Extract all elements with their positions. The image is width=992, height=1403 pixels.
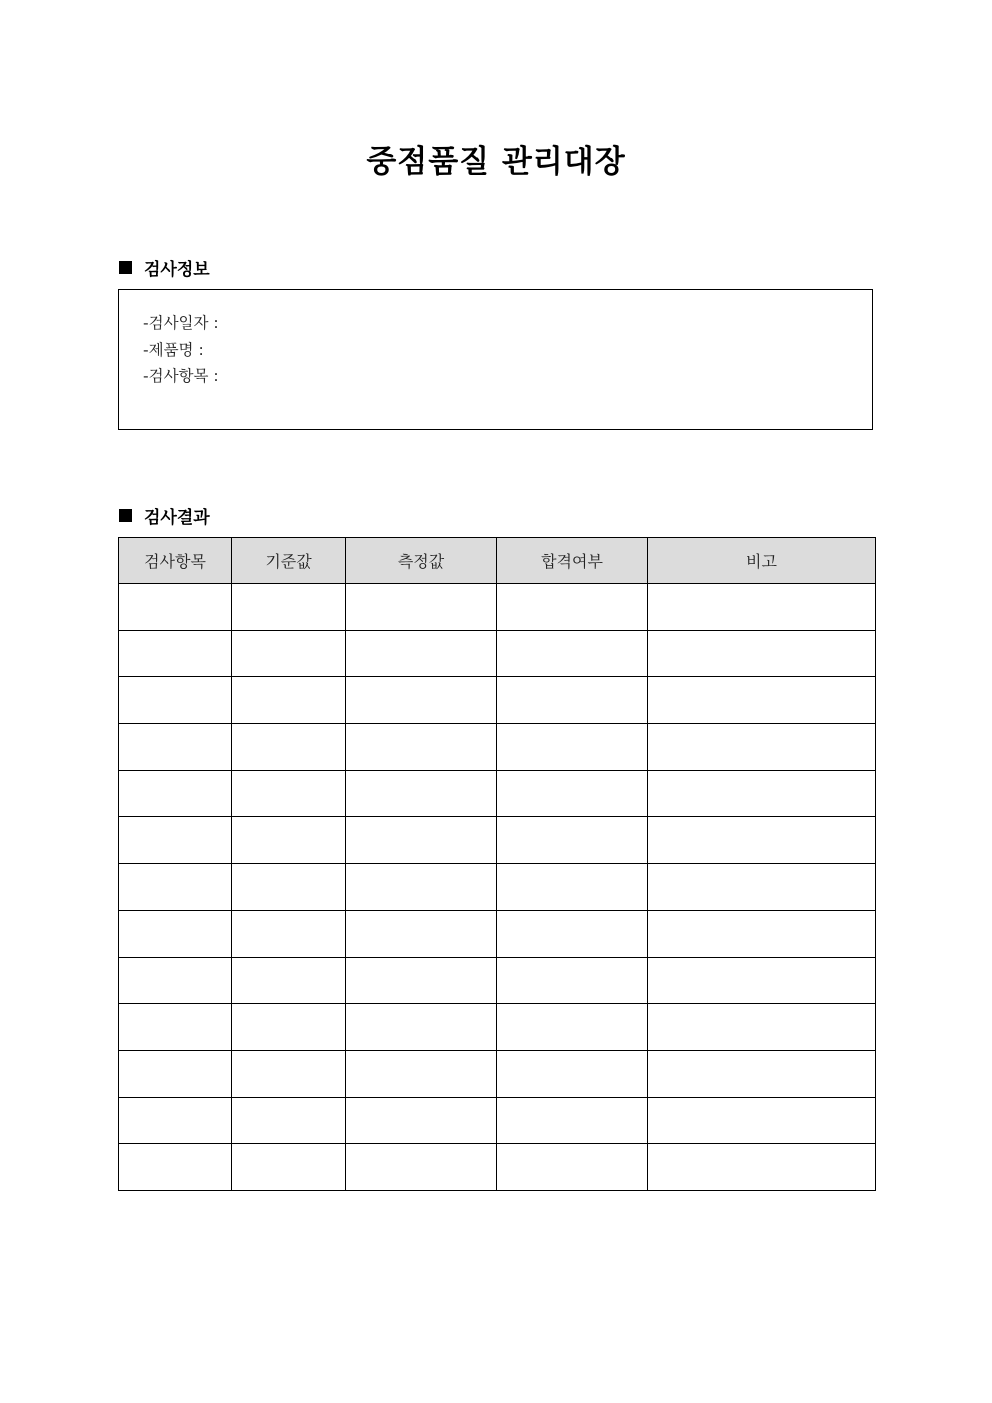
- cell-pass-fail[interactable]: [497, 864, 648, 911]
- table-row: [119, 1144, 876, 1191]
- cell-inspection-item[interactable]: [119, 1050, 232, 1097]
- cell-measured-value[interactable]: [346, 1097, 497, 1144]
- cell-remarks[interactable]: [648, 817, 876, 864]
- table-row: [119, 584, 876, 631]
- inspection-info-box: [118, 289, 873, 430]
- section-heading-inspection-info: [119, 255, 210, 280]
- table-row: [119, 677, 876, 724]
- table-row: [119, 724, 876, 771]
- cell-measured-value[interactable]: [346, 630, 497, 677]
- cell-inspection-item[interactable]: [119, 584, 232, 631]
- column-header-measured-value: 측정값: [346, 538, 497, 584]
- cell-inspection-item[interactable]: [119, 1144, 232, 1191]
- cell-standard-value[interactable]: [232, 584, 346, 631]
- cell-inspection-item[interactable]: [119, 630, 232, 677]
- section-heading-label: 검사결과: [144, 508, 210, 528]
- cell-remarks[interactable]: [648, 677, 876, 724]
- cell-remarks[interactable]: [648, 1050, 876, 1097]
- cell-standard-value[interactable]: [232, 630, 346, 677]
- cell-standard-value[interactable]: [232, 1050, 346, 1097]
- table-row: [119, 864, 876, 911]
- cell-remarks[interactable]: [648, 724, 876, 771]
- field-label: -검사항목 :: [143, 367, 219, 385]
- cell-measured-value[interactable]: [346, 770, 497, 817]
- cell-measured-value[interactable]: [346, 584, 497, 631]
- cell-remarks[interactable]: [648, 770, 876, 817]
- table-row: [119, 1097, 876, 1144]
- cell-inspection-item[interactable]: [119, 677, 232, 724]
- cell-pass-fail[interactable]: [497, 817, 648, 864]
- cell-measured-value[interactable]: [346, 957, 497, 1004]
- cell-standard-value[interactable]: [232, 724, 346, 771]
- cell-measured-value[interactable]: [346, 724, 497, 771]
- cell-remarks[interactable]: [648, 957, 876, 1004]
- table-row: [119, 957, 876, 1004]
- inspection-results-table: [118, 537, 876, 1191]
- cell-remarks[interactable]: [648, 1144, 876, 1191]
- cell-standard-value[interactable]: [232, 864, 346, 911]
- cell-remarks[interactable]: [648, 630, 876, 677]
- cell-pass-fail[interactable]: [497, 957, 648, 1004]
- table-row: [119, 817, 876, 864]
- cell-pass-fail[interactable]: [497, 630, 648, 677]
- cell-measured-value[interactable]: [346, 910, 497, 957]
- cell-remarks[interactable]: [648, 584, 876, 631]
- column-header-pass-fail: 합격여부: [497, 538, 648, 584]
- field-inspection-date[interactable]: [143, 310, 219, 337]
- cell-pass-fail[interactable]: [497, 1097, 648, 1144]
- cell-measured-value[interactable]: [346, 677, 497, 724]
- cell-remarks[interactable]: [648, 864, 876, 911]
- cell-remarks[interactable]: [648, 910, 876, 957]
- cell-inspection-item[interactable]: [119, 770, 232, 817]
- cell-measured-value[interactable]: [346, 1050, 497, 1097]
- cell-inspection-item[interactable]: [119, 1097, 232, 1144]
- cell-pass-fail[interactable]: [497, 770, 648, 817]
- cell-pass-fail[interactable]: [497, 677, 648, 724]
- cell-inspection-item[interactable]: [119, 957, 232, 1004]
- cell-pass-fail[interactable]: [497, 1144, 648, 1191]
- cell-standard-value[interactable]: [232, 1004, 346, 1051]
- cell-standard-value[interactable]: [232, 1097, 346, 1144]
- cell-pass-fail[interactable]: [497, 910, 648, 957]
- table-row: [119, 630, 876, 677]
- field-label: -검사일자 :: [143, 314, 219, 332]
- section-heading-inspection-results: [119, 503, 210, 528]
- table-row: [119, 1004, 876, 1051]
- column-header-inspection-item: 검사항목: [119, 538, 232, 584]
- column-header-standard-value: 기준값: [232, 538, 346, 584]
- cell-measured-value[interactable]: [346, 1144, 497, 1191]
- cell-standard-value[interactable]: [232, 957, 346, 1004]
- table-row: [119, 910, 876, 957]
- cell-remarks[interactable]: [648, 1097, 876, 1144]
- cell-standard-value[interactable]: [232, 1144, 346, 1191]
- cell-standard-value[interactable]: [232, 677, 346, 724]
- section-heading-label: 검사정보: [144, 260, 210, 280]
- cell-measured-value[interactable]: [346, 864, 497, 911]
- table-row: [119, 1050, 876, 1097]
- square-bullet-icon: [119, 509, 132, 522]
- document-title: 중점품질 관리대장: [366, 144, 626, 180]
- cell-standard-value[interactable]: [232, 910, 346, 957]
- cell-remarks[interactable]: [648, 1004, 876, 1051]
- cell-standard-value[interactable]: [232, 770, 346, 817]
- cell-standard-value[interactable]: [232, 817, 346, 864]
- cell-measured-value[interactable]: [346, 817, 497, 864]
- field-product-name[interactable]: [143, 337, 219, 364]
- field-label: -제품명 :: [143, 340, 204, 359]
- cell-inspection-item[interactable]: [119, 724, 232, 771]
- cell-pass-fail[interactable]: [497, 584, 648, 631]
- cell-inspection-item[interactable]: [119, 817, 232, 864]
- cell-measured-value[interactable]: [346, 1004, 497, 1051]
- cell-inspection-item[interactable]: [119, 864, 232, 911]
- table-header-row: [119, 538, 876, 584]
- square-bullet-icon: [119, 261, 132, 274]
- table-row: [119, 770, 876, 817]
- cell-pass-fail[interactable]: [497, 724, 648, 771]
- cell-pass-fail[interactable]: [497, 1050, 648, 1097]
- field-inspection-item[interactable]: [143, 363, 219, 390]
- cell-inspection-item[interactable]: [119, 1004, 232, 1051]
- column-header-remarks: 비고: [648, 538, 876, 584]
- cell-inspection-item[interactable]: [119, 910, 232, 957]
- cell-pass-fail[interactable]: [497, 1004, 648, 1051]
